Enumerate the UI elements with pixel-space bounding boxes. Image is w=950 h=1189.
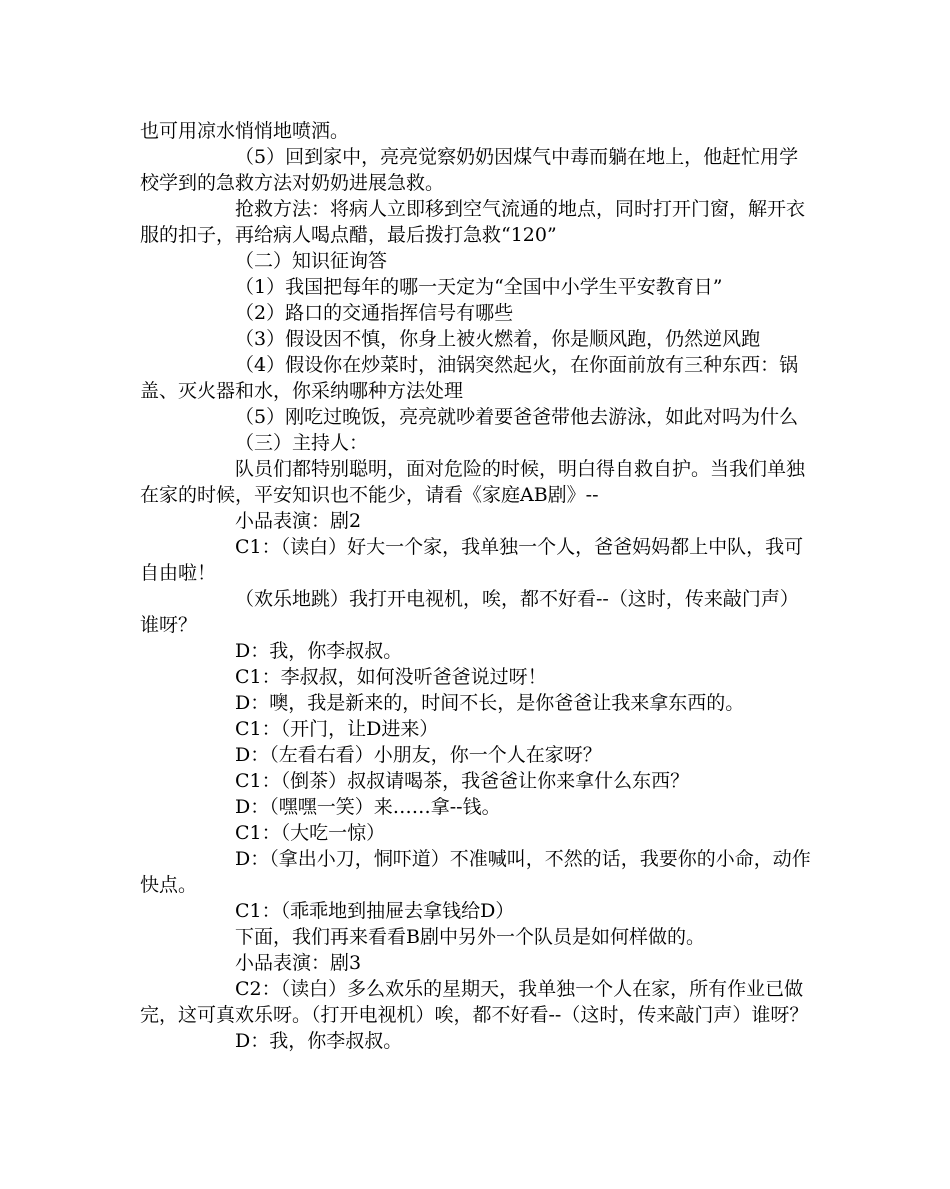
quiz-question-4: （4）假设你在炒菜时，油锅突然起火，在你面前放有三种东西：锅盖、灭火器和水，你采纳哪种方法处理 (140, 354, 799, 402)
quiz-question-1: （1）我国把每年的哪一天定为“全国中小学生平安教育日” (235, 276, 723, 298)
paragraph-transition: 下面，我们再来看看B剧中另外一个队员是如何样做的。 (235, 926, 705, 948)
dialogue-line: D：（嘿嘿一笑）来……拿--钱。 (235, 796, 501, 818)
dialogue-line: C1：（大吃一惊） (235, 822, 386, 844)
document-body (140, 118, 812, 1054)
paragraph-rescue-method: 抢救方法：将病人立即移到空气流通的地点，同时打开门窗，解开衣服的扣子，再给病人喝点醋，最后拨打急救“120” (140, 198, 806, 246)
quiz-question-5: （5）刚吃过晚饭，亮亮就吵着要爸爸带他去游泳，如此对吗为什么 (235, 406, 799, 428)
dialogue-line: D：（拿出小刀，恫吓道）不准喊叫，不然的话，我要你的小命，动作快点。 (140, 848, 811, 896)
section-heading-quiz: （二）知识征询答 (235, 250, 388, 272)
dialogue-line: C1：（乖乖地到抽屉去拿钱给D） (235, 900, 515, 922)
dialogue-line: C1：（开门，让D进来） (235, 718, 439, 740)
quiz-question-3: （3）假设因不慎，你身上被火燃着，你是顺风跑，仍然逆风跑 (235, 328, 761, 350)
paragraph-item-5: （5）回到家中，亮亮觉察奶奶因煤气中毒而躺在地上，他赶忙用学校学到的急救方法对奶奶进展急救。 (140, 146, 799, 194)
dialogue-line: C1：（读白）好大一个家，我单独一个人，爸爸妈妈都上中队，我可自由啦！ (140, 536, 804, 584)
skit-title-2: 小品表演：剧2 (235, 510, 362, 532)
paragraph-continuation: 也可用凉水悄悄地喷洒。 (140, 120, 350, 142)
dialogue-line: （欢乐地跳）我打开电视机，唉，都不好看--（这时，传来敲门声）谁呀？ (140, 588, 799, 636)
dialogue-line: C2：（读白）多么欢乐的星期天，我单独一个人在家，所有作业已做完，这可真欢乐呀。（打开电视机）唉，都不好看--（这时，传来敲门声）谁呀？ (140, 978, 809, 1026)
paragraph-host-intro: 队员们都特别聪明，面对危险的时候，明白得自救自护。当我们单独在家的时候，平安知识也不能少，请看《家庭AB剧》-- (140, 458, 806, 506)
section-heading-host: （三）主持人： (235, 432, 369, 454)
dialogue-line: D：我，你李叔叔。 (235, 1030, 403, 1052)
quiz-question-2: （2）路口的交通指挥信号有哪些 (235, 302, 514, 324)
dialogue-line: C1：（倒茶）叔叔请喝茶，我爸爸让你来拿什么东西？ (235, 770, 690, 792)
dialogue-line: D：（左看右看）小朋友，你一个人在家呀？ (235, 744, 602, 766)
dialogue-line: D：噢，我是新来的，时间不长，是你爸爸让我来拿东西的。 (235, 692, 745, 714)
dialogue-line: D：我，你李叔叔。 (235, 640, 403, 662)
skit-title-3: 小品表演：剧3 (235, 952, 362, 974)
dialogue-line: C1：李叔叔，如何没听爸爸说过呀！ (235, 666, 547, 688)
